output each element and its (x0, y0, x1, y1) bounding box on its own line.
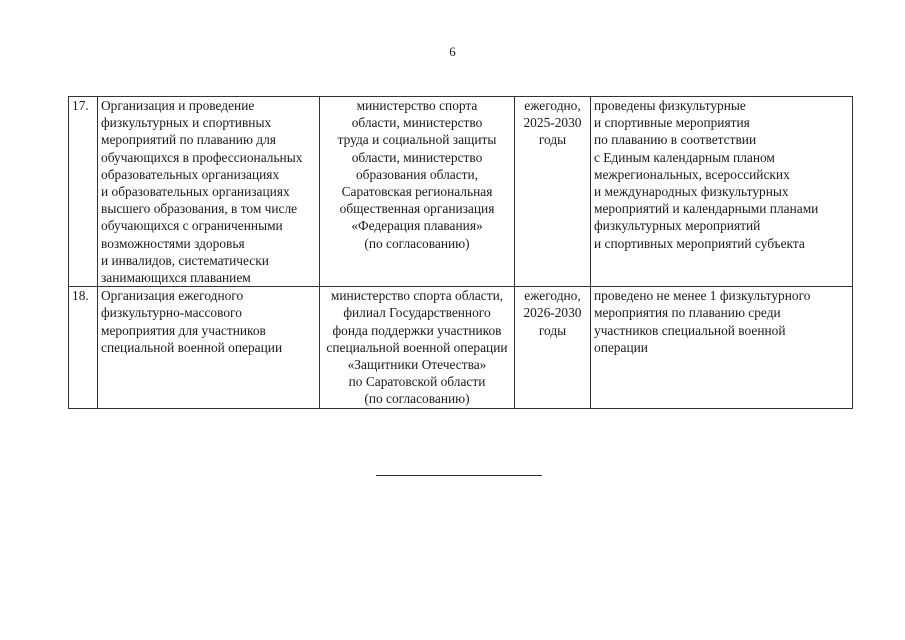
responsible-parties: министерство спорта области, министерство труда и социальной защиты области, министерство образования области, Саратовская региональная общественная организация «Федерация плавания» (по согласованию) (320, 97, 515, 287)
expected-result: проведены физкультурные и спортивные мероприятия по плаванию в соответствии с Единым календарным планом межрегиональных, всероссийских и международных физкультурных мероприятий и календарными планами физкультурных мероприятий и спортивных мероприятий субъекта (591, 97, 853, 287)
expected-result: проведено не менее 1 физкультурного мероприятия по плаванию среди участников специальной военной операции (591, 287, 853, 408)
closing-rule (376, 475, 542, 476)
row-number: 18. (69, 287, 98, 408)
page-number: 6 (449, 44, 456, 59)
implementation-period: ежегодно, 2025-2030 годы (515, 97, 591, 287)
events-table (68, 96, 853, 409)
implementation-period: ежегодно, 2026-2030 годы (515, 287, 591, 408)
table-row (69, 287, 853, 408)
table-row (69, 97, 853, 287)
event-description: Организация и проведение физкультурных и спортивных мероприятий по плаванию для обучающихся в профессиональных образовательных организациях и образовательных организациях высшего образования, в том числе обучающихся с ограниченными возможностями здоровья и инвалидов, систематически занимающихся плаванием (98, 97, 320, 287)
event-description: Организация ежегодного физкультурно-массового мероприятия для участников специальной военной операции (98, 287, 320, 408)
row-number: 17. (69, 97, 98, 287)
responsible-parties: министерство спорта области, филиал Государственного фонда поддержки участников специальной военной операции «Защитники Отечества» по Саратовской области (по согласованию) (320, 287, 515, 408)
